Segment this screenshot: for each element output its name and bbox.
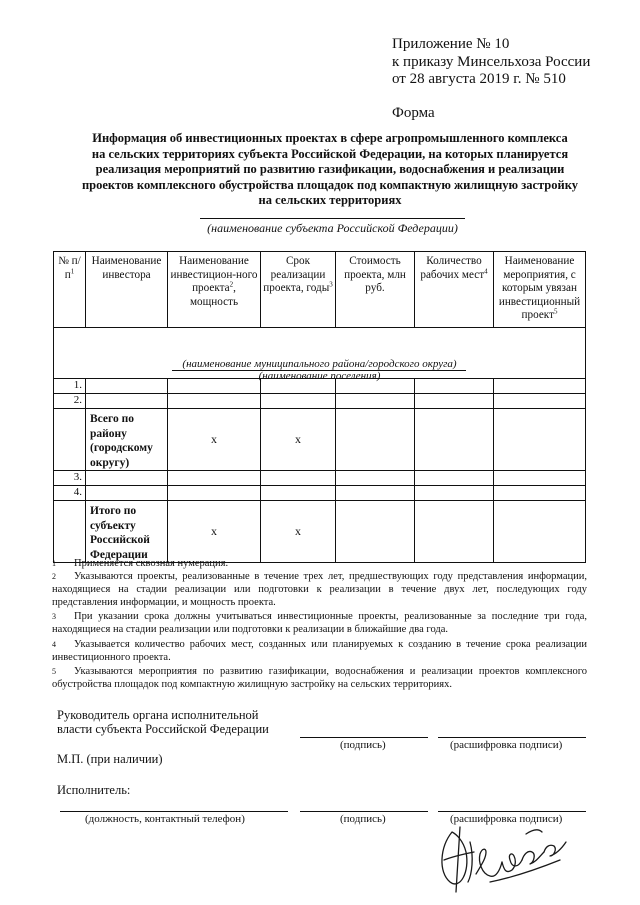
decoding-caption: (расшифровка подписи) (450, 739, 563, 751)
x-mark: х (168, 501, 261, 563)
title-line: Информация об инвестиционных проектах в сфере агропромышленного комплекса (92, 131, 568, 145)
signature-caption: (подпись) (340, 813, 386, 825)
subject-total-row (54, 501, 586, 563)
col-header-measure: Наименование мероприятия, с которым увязан инвестиционный проект$^5$ (494, 252, 586, 328)
position-line (60, 811, 288, 812)
table-row (54, 394, 586, 409)
subject-total-label: Итого по субъекту Российской Федерации (86, 501, 168, 563)
footnote-1: 1 Применяется сквозная нумерация. (52, 558, 229, 569)
head-title-line2: власти субъекта Российской Федерации (57, 722, 269, 736)
subject-caption: (наименование субъекта Российской Федерации) (207, 221, 458, 235)
district-total-label: Всего по району (городскому округу) (86, 409, 168, 471)
table-row (54, 486, 586, 501)
row-number: 1. (54, 379, 86, 394)
title-line: реализация мероприятий по развитию газификации, водоснабжения и реализации (95, 162, 565, 176)
x-mark: х (261, 501, 336, 563)
order-date: от 28 августа 2019 г. № 510 (392, 71, 566, 87)
footnote-5: 5 Указываются мероприятия по развитию газификации, водоснабжения и реализации проектов комплексного обустройства площадок под компактную жилищную застройку на сельских территориях. (52, 666, 587, 690)
decoding-line (438, 737, 586, 738)
signature-line (300, 811, 428, 812)
col-header-project: Наименование инвестицион-ного проекта$^2$, мощность (168, 252, 261, 328)
footnote-4: 4 Указывается количество рабочих мест, созданных или планируемых к созданию в течение срока реализации инвестиционного проекта. (52, 639, 587, 663)
subject-name-line (200, 218, 465, 219)
row-number: 2. (54, 394, 86, 409)
footnote-3: 3 При указании срока должны учитываться инвестиционные проекты, реализованные за последние три года, находящиеся на стадии реализации или подготовки к реализации в ближайшие два года. (52, 611, 587, 635)
head-title-line1: Руководитель органа исполнительной (57, 708, 259, 722)
municipal-row (54, 328, 586, 379)
municipal-caption: (наименование муниципального района/городского округа) (182, 358, 457, 370)
municipal-cell (54, 328, 586, 382)
table-header-row (54, 252, 586, 328)
executor-label: Исполнитель: (57, 783, 131, 797)
order-reference: к приказу Минсельхоза России (392, 54, 591, 70)
decoding-caption: (расшифровка подписи) (450, 813, 563, 825)
document-title (60, 131, 600, 209)
title-line: проектов комплексного обустройства площадок под компактную жилищную застройку (81, 177, 578, 192)
col-header-cost: Стоимость проекта, млн руб. (336, 252, 415, 328)
position-caption: (должность, контактный телефон) (85, 813, 245, 825)
col-header-investor: Наименование инвестора (86, 252, 168, 328)
investment-projects-table (53, 251, 586, 563)
col-header-term: Срок реализации проекта, годы$^3$ (261, 252, 336, 328)
seal-label: М.П. (при наличии) (57, 752, 163, 766)
row-number: 3. (54, 471, 86, 486)
signature-line (300, 737, 428, 738)
district-total-row (54, 409, 586, 471)
x-mark: х (168, 409, 261, 471)
title-line: на сельских территориях субъекта Российской Федерации, на которых планируется (91, 146, 569, 161)
title-line: на сельских территориях (258, 193, 402, 207)
col-header-jobs: Количество рабочих мест$^4$ (415, 252, 494, 328)
col-header-number: № $п/п^1$ (54, 252, 86, 328)
handwritten-signature (430, 812, 580, 904)
footnote-2: 2 Указываются проекты, реализованные в течение трех лет, предшествующих году представления информации, находящиеся на стадии реализации или подготовки к реализации в течение двух лет, последующих году представления информации, и мощность проекта. (52, 571, 587, 608)
x-mark: х (261, 409, 336, 471)
row-number: 4. (54, 486, 86, 501)
table-row (54, 471, 586, 486)
appendix-number: Приложение № 10 (392, 36, 510, 52)
settlement-caption: (наименование поселения) (258, 370, 381, 382)
form-label: Форма (392, 105, 435, 121)
signature-caption: (подпись) (340, 739, 386, 751)
